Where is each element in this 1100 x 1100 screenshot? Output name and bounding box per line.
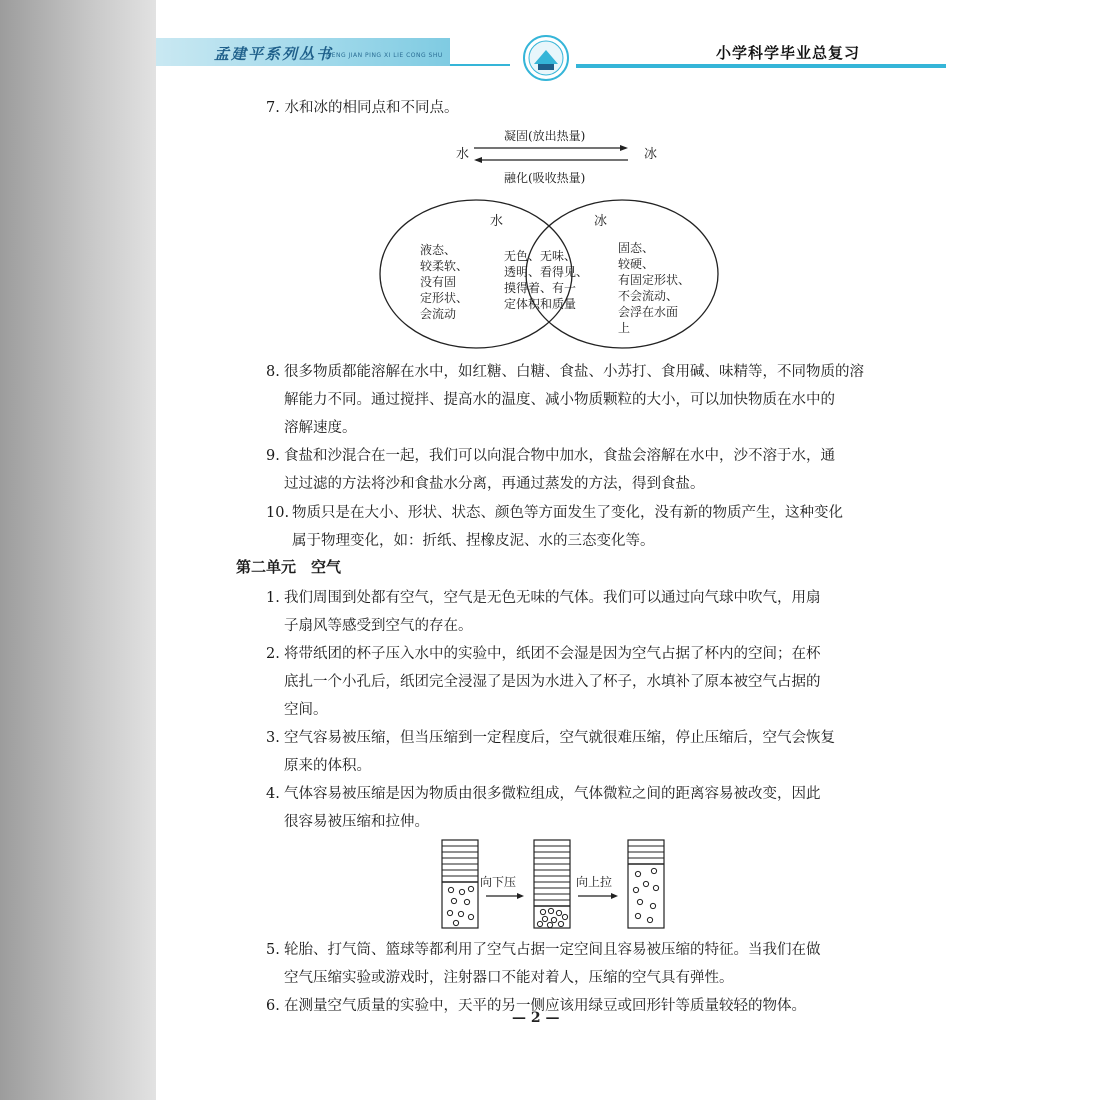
- item-number: 3.: [266, 730, 280, 746]
- item-number: 5.: [266, 942, 280, 958]
- item-text: 很容易被压缩和拉伸。: [284, 814, 429, 830]
- item-text: 轮胎、打气筒、篮球等都利用了空气占据一定空间且容易被压缩的特征。当我们在做: [284, 942, 821, 958]
- venn-line: 会浮在水面: [618, 305, 679, 319]
- freeze-label: 凝固(放出热量): [504, 129, 586, 143]
- venn-line: 定体积和质量: [504, 297, 577, 311]
- header-rule: [576, 64, 946, 68]
- venn-line: 有固定形状、: [618, 273, 691, 287]
- tube-compressed: [534, 840, 570, 928]
- list-item: [266, 992, 866, 1020]
- list-item: [266, 936, 866, 992]
- item-number: 10.: [266, 505, 290, 521]
- list-item: [266, 584, 866, 640]
- item-text: 子扇风等感受到空气的存在。: [284, 618, 473, 634]
- pull-label: 向上拉: [576, 875, 613, 889]
- venn-line: 较硬、: [618, 257, 655, 271]
- list-item: [266, 724, 866, 780]
- melt-label: 融化(吸收热量): [504, 171, 586, 185]
- item-number: 7.: [266, 100, 280, 116]
- venn-line: 没有固: [420, 275, 457, 289]
- tube-initial: [442, 840, 478, 928]
- venn-line: 不会流动、: [618, 289, 679, 303]
- item-text: 很多物质都能溶解在水中，如红糖、白糖、食盐、小苏打、食用碱、味精等，不同物质的溶: [284, 364, 864, 380]
- item-text: 将带纸团的杯子压入水中的实验中，纸团不会湿是因为空气占据了杯内的空间；在杯: [284, 646, 821, 662]
- item-text: 底扎一个小孔后，纸团完全浸湿了是因为水进入了杯子，水填补了原本被空气占据的: [284, 674, 821, 690]
- document-page: [156, 0, 1100, 1100]
- book-title: 小学科学毕业总复习: [716, 44, 861, 62]
- venn-ice-text: [618, 240, 690, 336]
- transition-arrows: [466, 140, 636, 170]
- list-item: [266, 358, 866, 442]
- venn-line: 固态、: [618, 241, 655, 255]
- item-text: 水和冰的相同点和不同点。: [284, 100, 459, 116]
- page-number: — 2 —: [512, 1010, 560, 1026]
- item-text: 在测量空气质量的实验中，天平的另一侧应该用绿豆或回形针等质量较轻的物体。: [284, 998, 806, 1014]
- venn-line: 透明、看得见、: [504, 265, 589, 279]
- venn-line: 定形状、: [420, 291, 469, 305]
- tube-expanded: [628, 840, 664, 928]
- venn-line: 无色、无味、: [504, 249, 577, 263]
- item-number: 6.: [266, 998, 280, 1014]
- section-heading: 第二单元 空气: [236, 558, 342, 576]
- item-text: 空气压缩实验或游戏时，注射器口不能对着人，压缩的空气具有弹性。: [284, 970, 734, 986]
- ice-label: 冰: [644, 147, 658, 162]
- item-text: 空间。: [284, 702, 328, 718]
- venn-line: 液态、: [420, 243, 457, 257]
- venn-line: 会流动: [420, 307, 457, 321]
- list-item: [266, 780, 866, 836]
- header-rule-left: [450, 64, 510, 66]
- air-compression-diagram: [440, 838, 680, 934]
- venn-water-text: [420, 242, 468, 322]
- series-pinyin: MENG JIAN PING XI LIE CONG SHU: [326, 52, 443, 59]
- item-number: 1.: [266, 590, 280, 606]
- venn-line: 较柔软、: [420, 259, 469, 273]
- item-text: 气体容易被压缩是因为物质由很多微粒组成，气体微粒之间的距离容易被改变，因此: [284, 786, 821, 802]
- item-number: 9.: [266, 448, 280, 464]
- venn-line: 上: [618, 321, 631, 335]
- item-text: 原来的体积。: [284, 758, 371, 774]
- item-text: 属于物理变化，如：折纸、捏橡皮泥、水的三态变化等。: [292, 533, 655, 549]
- item-text: 物质只是在大小、形状、状态、颜色等方面发生了变化，没有新的物质产生，这种变化: [292, 505, 843, 521]
- series-title: 孟建平系列丛书: [214, 45, 334, 63]
- venn-line: 摸得着、有一: [504, 281, 577, 295]
- push-label: 向下压: [480, 875, 517, 889]
- list-item: [266, 499, 876, 555]
- item-text: 解能力不同。通过搅拌、提高水的温度、减小物质颗粒的大小，可以加快物质在水中的: [284, 392, 835, 408]
- page-margin-shadow: [0, 0, 156, 1100]
- water-label: 水: [456, 147, 470, 162]
- item-text: 空气容易被压缩，但当压缩到一定程度后，空气就很难压缩，停止压缩后，空气会恢复: [284, 730, 835, 746]
- item-number: 4.: [266, 786, 280, 802]
- venn-water-title: 水: [490, 214, 504, 229]
- list-item: [266, 94, 458, 122]
- item-text: 食盐和沙混合在一起，我们可以向混合物中加水，食盐会溶解在水中，沙不溶于水，通: [284, 448, 835, 464]
- item-number: 8.: [266, 364, 280, 380]
- item-text: 过过滤的方法将沙和食盐水分离，再通过蒸发的方法，得到食盐。: [284, 476, 705, 492]
- publisher-logo-icon: [522, 34, 570, 82]
- item-number: 2.: [266, 646, 280, 662]
- venn-ice-title: 冰: [594, 214, 608, 229]
- list-item: [266, 640, 866, 724]
- venn-common-text: [504, 248, 588, 312]
- item-text: 我们周围到处都有空气，空气是无色无味的气体。我们可以通过向气球中吹气，用扇: [284, 590, 821, 606]
- list-item: [266, 442, 866, 498]
- item-text: 溶解速度。: [284, 420, 357, 436]
